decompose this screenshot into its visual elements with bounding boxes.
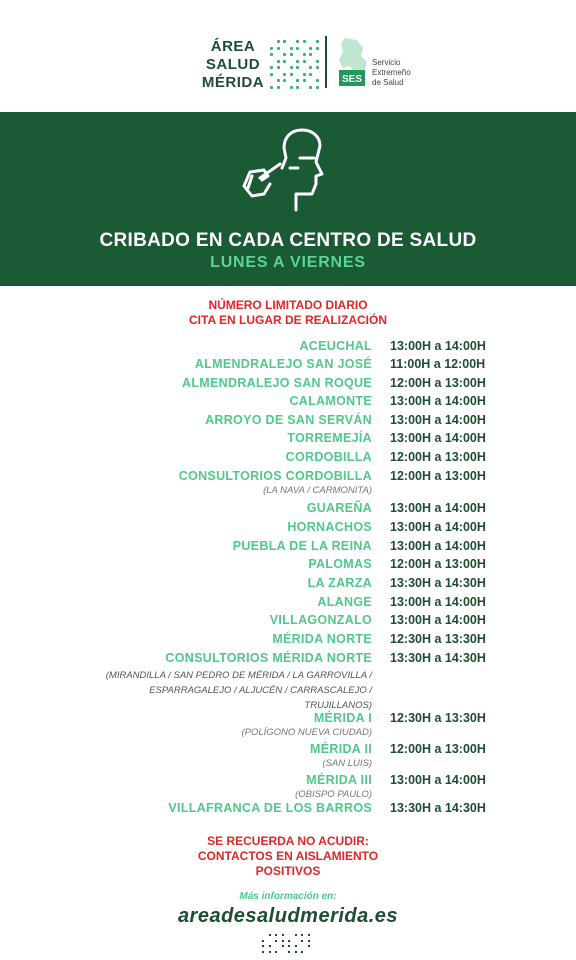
footer-dot (301, 951, 303, 953)
footer-notice-line-3: POSITIVOS (255, 864, 321, 878)
notice-line-2: CITA EN LUGAR DE REALIZACIÓN (189, 313, 387, 327)
schedule-row (0, 801, 576, 819)
center-name: ALMENDRALEJO SAN JOSÉ (194, 357, 372, 371)
time-slot: 13:00H a 14:00H (390, 595, 486, 609)
time-slot: 13:00H a 14:00H (390, 394, 486, 408)
footer-dot (308, 940, 310, 942)
time-slot: 13:00H a 14:00H (390, 431, 486, 445)
schedule-row (0, 413, 576, 431)
merida-norte-sub-line: TRUJILLANOS) (304, 700, 372, 711)
footer-notice-line-1: SE RECUERDA NO ACUDIR: (207, 834, 369, 848)
logo-dot (290, 47, 293, 50)
center-name: ALANGE (317, 595, 372, 609)
logo-dot (270, 73, 273, 76)
logo-dot (290, 53, 293, 56)
footer-dot (262, 945, 264, 947)
center-name: PUEBLA DE LA REINA (232, 539, 372, 553)
footer-dot (282, 934, 284, 936)
ses-line-2: Extremeño (372, 68, 411, 77)
schedule-row (0, 431, 576, 449)
logo-dot (296, 47, 299, 50)
schedule-row (0, 632, 576, 650)
footer-dot (262, 951, 264, 953)
logo-dot (277, 86, 280, 89)
header (0, 0, 576, 112)
logo-dot (270, 86, 273, 89)
schedule-row (0, 376, 576, 394)
footer-dot (301, 940, 303, 942)
footer-dot (275, 940, 277, 942)
logo-dot (283, 73, 286, 76)
center-name: CONSULTORIOS CORDOBILLA (178, 469, 372, 483)
footer-dot (269, 934, 271, 936)
merida-norte-sub-line: ESPARRAGALEJO / ALJUCÉN / CARRASCALEJO / (149, 685, 372, 696)
time-slot: 12:00H a 13:00H (390, 376, 486, 390)
center-name: CALAMONTE (289, 394, 372, 408)
center-subtitle: (OBISPO PAULO) (295, 789, 372, 800)
logo-dot (277, 47, 280, 50)
logo-dot (316, 40, 319, 43)
footer-dots-logo (262, 934, 314, 956)
footer-dot (295, 945, 297, 947)
center-subtitle: (POLÍGONO NUEVA CIUDAD) (241, 727, 372, 738)
schedule-row (0, 651, 576, 669)
center-name: PALOMAS (308, 557, 372, 571)
schedule-row (0, 711, 576, 738)
time-slot: 12:00H a 13:00H (390, 742, 486, 756)
footer-dot (288, 951, 290, 953)
ses-text (372, 58, 411, 88)
schedule-row (0, 394, 576, 412)
logo-dot (316, 86, 319, 89)
ses-badge: SES (341, 74, 363, 85)
schedule-row (0, 357, 576, 375)
time-slot: 13:00H a 14:00H (390, 339, 486, 353)
time-slot: 12:00H a 13:00H (390, 450, 486, 464)
logo-dot (277, 66, 280, 69)
banner-title: CRIBADO EN CADA CENTRO DE SALUD (99, 230, 477, 251)
logo-dot (270, 53, 273, 56)
time-slot: 11:00H a 12:00H (390, 357, 486, 371)
footer-dot (282, 940, 284, 942)
logo-dot (309, 47, 312, 50)
ses-line-1: Servicio (372, 58, 401, 67)
ses-line-3: de Salud (372, 78, 404, 87)
center-name: GUAREÑA (306, 501, 372, 515)
center-name: MÉRIDA III (306, 773, 372, 787)
footer-dot (288, 940, 290, 942)
schedule-row (0, 539, 576, 557)
time-slot: 13:00H a 14:00H (390, 773, 486, 787)
center-name: LA ZARZA (307, 576, 372, 590)
logo-dot (283, 60, 286, 63)
time-slot: 13:00H a 14:00H (390, 413, 486, 427)
logo-dot (283, 53, 286, 56)
schedule-row (0, 501, 576, 519)
time-slot: 13:30H a 14:30H (390, 576, 486, 590)
time-slot: 13:30H a 14:30H (390, 651, 486, 665)
logo-dot (270, 47, 273, 50)
schedule-row (0, 450, 576, 468)
schedule-row (0, 576, 576, 594)
footer-dot (282, 945, 284, 947)
more-info-label: Más información en: (239, 891, 337, 902)
logo-dot (309, 73, 312, 76)
footer-dot (288, 945, 290, 947)
website-link[interactable]: areadesaludmerida.es (177, 905, 399, 927)
logo-dot (296, 66, 299, 69)
footer-dot (275, 934, 277, 936)
time-slot: 13:00H a 14:00H (390, 539, 486, 553)
time-slot: 12:00H a 13:00H (390, 469, 486, 483)
logo-dot (277, 79, 280, 82)
logo-dot (290, 73, 293, 76)
area-salud-merida-logo (198, 38, 268, 92)
schedule-row (0, 773, 576, 800)
center-name: CONSULTORIOS MÉRIDA NORTE (165, 651, 372, 665)
logo-line-1: ÁREA (210, 38, 256, 55)
center-subtitle: (LA NAVA / CARMONITA) (263, 485, 372, 496)
extremadura-map-icon (335, 36, 371, 88)
nasal-swab-test-icon (240, 128, 336, 214)
schedule-row (0, 469, 576, 496)
logo-dot (277, 60, 280, 63)
footer-dot (269, 951, 271, 953)
logo-dot (303, 53, 306, 56)
banner-subtitle: LUNES A VIERNES (210, 254, 366, 271)
footer-dot (262, 940, 264, 942)
logo-line-2: SALUD (205, 56, 261, 73)
logo-dot (316, 79, 319, 82)
footer-dot (308, 945, 310, 947)
logo-dot (296, 86, 299, 89)
center-name: VILLAFRANCA DE LOS BARROS (168, 801, 372, 815)
center-name: CORDOBILLA (285, 450, 372, 464)
merida-norte-sub-line: (MIRANDILLA / SAN PEDRO DE MÉRIDA / LA GARROVILLA / (105, 670, 372, 681)
time-slot: 12:30H a 13:30H (390, 711, 486, 725)
center-name: TORREMEJÍA (287, 431, 372, 445)
logo-dot (296, 79, 299, 82)
schedule-row (0, 520, 576, 538)
center-name: VILLAGONZALO (269, 613, 372, 627)
schedule-row (0, 613, 576, 631)
schedule-row (0, 339, 576, 357)
center-name: MÉRIDA NORTE (272, 632, 372, 646)
logo-dot (290, 66, 293, 69)
logo-dot (296, 60, 299, 63)
footer-dot (308, 934, 310, 936)
logo-dot (290, 86, 293, 89)
footer-dot (295, 934, 297, 936)
center-name: ALMENDRALEJO SAN ROQUE (182, 376, 372, 390)
schedule-row (0, 557, 576, 575)
logo-dots-pattern (270, 40, 322, 90)
time-slot: 12:00H a 13:00H (390, 557, 486, 571)
schedule-row (0, 742, 576, 769)
logo-dot (316, 66, 319, 69)
time-slot: 13:00H a 14:00H (390, 520, 486, 534)
logo-dot (303, 60, 306, 63)
time-slot: 13:30H a 14:30H (390, 801, 486, 815)
schedule-row (0, 595, 576, 613)
center-name: ARROYO DE SAN SERVÁN (205, 413, 372, 427)
center-name: HORNACHOS (287, 520, 372, 534)
logo-dot (303, 79, 306, 82)
merida-norte-sub-list (106, 668, 372, 713)
logo-dot (283, 40, 286, 43)
logo-dot (270, 66, 273, 69)
notice-line-1: NÚMERO LIMITADO DIARIO (208, 298, 368, 312)
center-subtitle: (SAN LUIS) (322, 758, 372, 769)
logo-dot (303, 73, 306, 76)
center-name: MÉRIDA II (310, 742, 372, 756)
logo-dot (296, 40, 299, 43)
logo-dot (309, 53, 312, 56)
center-name: MÉRIDA I (313, 711, 372, 725)
logo-divider (325, 36, 327, 88)
logo-dot (283, 79, 286, 82)
logo-dot (309, 66, 312, 69)
time-slot: 13:00H a 14:00H (390, 613, 486, 627)
logo-line-3: MÉRIDA (201, 74, 265, 91)
logo-dot (316, 47, 319, 50)
time-slot: 13:00H a 14:00H (390, 501, 486, 515)
footer-dot (269, 945, 271, 947)
logo-dot (277, 40, 280, 43)
time-slot: 12:30H a 13:30H (390, 632, 486, 646)
logo-dot (303, 40, 306, 43)
footer-notice-line-2: CONTACTOS EN AISLAMIENTO (197, 849, 379, 863)
center-name: ACEUCHAL (299, 339, 372, 353)
footer-dot (295, 951, 297, 953)
logo-dot (316, 60, 319, 63)
footer-dot (301, 934, 303, 936)
logo-dot (309, 86, 312, 89)
footer-dot (275, 951, 277, 953)
